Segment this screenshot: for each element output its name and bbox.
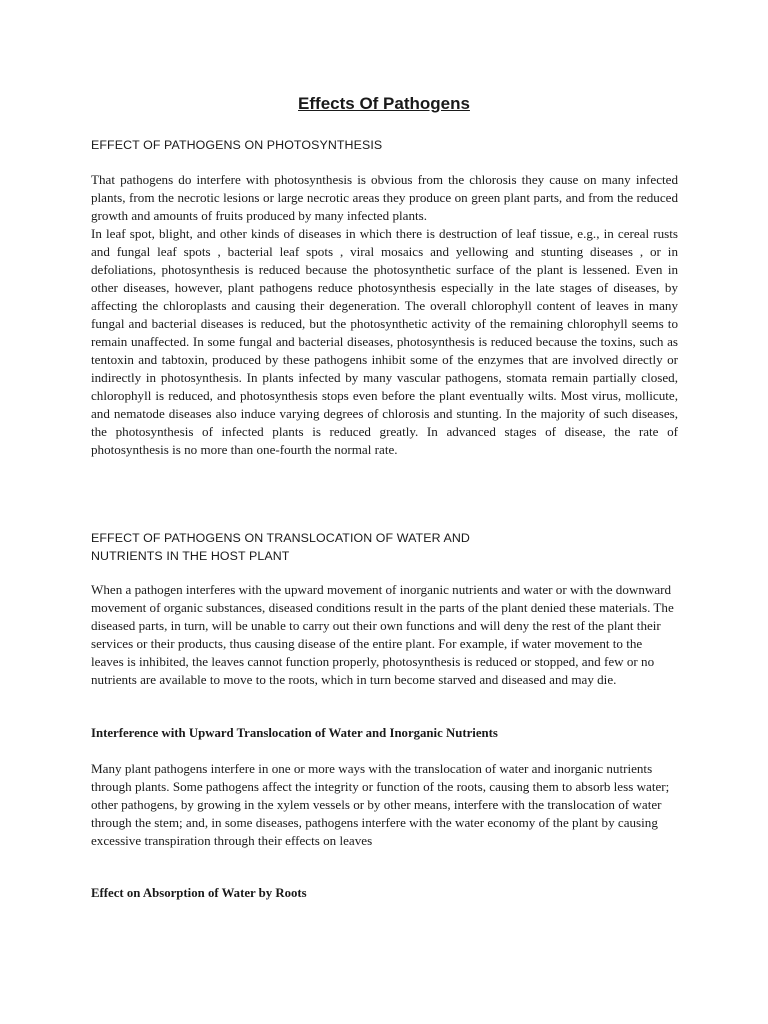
section-upward-heading-block — [91, 724, 678, 742]
section-photosynthesis-body — [91, 171, 678, 459]
paragraph: That pathogens do interfere with photosynthesis is obvious from the chlorosis they cause on many infected plants, from the necrotic lesions or large necrotic areas they produce on green plant parts, and from the reduced growth and amounts of fruits produced by many infected plants. — [91, 172, 678, 223]
section-translocation-body — [91, 581, 678, 689]
section-heading-line: EFFECT OF PATHOGENS ON TRANSLOCATION OF WATER AND — [91, 531, 470, 545]
paragraph: In leaf spot, blight, and other kinds of diseases in which there is destruction of leaf tissue, e.g., in cereal rusts and fungal leaf spots , bacterial leaf spots , viral mosaics and yellowing and stunting diseases , or in defoliations, photosynthesis is reduced because the photosynthetic surface of the plant is lessened. Even in other diseases, however, plant pathogens reduce photosynthesis especially in the late stages of diseases, by affecting the chloroplasts and causing their degeneration. The overall chlorophyll content of leaves in many fungal and bacterial diseases is reduced, but the photosynthetic activity of the remaining chlorophyll seems to remain unaffected. In some fungal and bacterial diseases, photosynthesis is reduced because the toxins, such as tentoxin and tabtoxin, produced by these pathogens inhibit some of the enzymes that are involved directly or indirectly in photosynthesis. In plants infected by many vascular pathogens, stomata remain partially closed, chlorophyll is reduced, and photosynthesis stops even before the plant eventually wilts. Most virus, mollicute, and nematode diseases also induce varying degrees of chlorosis and stunting. In the majority of such diseases, the photosynthesis of infected plants is reduced greatly. In advanced stages of disease, the rate of photosynthesis is no more than one-fourth the normal rate. — [91, 226, 678, 457]
paragraph: When a pathogen interferes with the upward movement of inorganic nutrients and water or with the downward movement of organic substances, diseased conditions result in the parts of the plant denied these materials. The diseased parts, in turn, will be unable to carry out their own functions and will deny the rest of the plant their services or their products, thus causing disease of the entire plant. For example, if water movement to the leaves is inhibited, the leaves cannot function properly, photosynthesis is reduced or stopped, and few or no nutrients are available to move to the roots, which in turn become starved and diseased and may die. — [91, 582, 674, 687]
paragraph: Many plant pathogens interfere in one or more ways with the translocation of water and inorganic nutrients through plants. Some pathogens affect the integrity or function of the roots, causing them to absorb less water; other pathogens, by growing in the xylem vessels or by other means, interfere with the translocation of water through the stem; and, in some diseases, pathogens interfere with the water economy of the plant by causing excessive transpiration through their effects on leaves — [91, 761, 670, 848]
section-translocation-heading-block — [91, 529, 678, 565]
section-upward-body — [91, 760, 678, 850]
subsection-heading: Interference with Upward Translocation of Water and Inorganic Nutrients — [91, 726, 498, 740]
section-heading: EFFECT OF PATHOGENS ON PHOTOSYNTHESIS — [91, 138, 383, 152]
section-heading-line: NUTRIENTS IN THE HOST PLANT — [91, 549, 290, 563]
section-photosynthesis-heading-block — [91, 136, 678, 154]
subsection-heading: Effect on Absorption of Water by Roots — [91, 886, 307, 900]
page-title: Effects Of Pathogens — [298, 94, 470, 113]
section-absorption-heading-block — [91, 884, 678, 902]
